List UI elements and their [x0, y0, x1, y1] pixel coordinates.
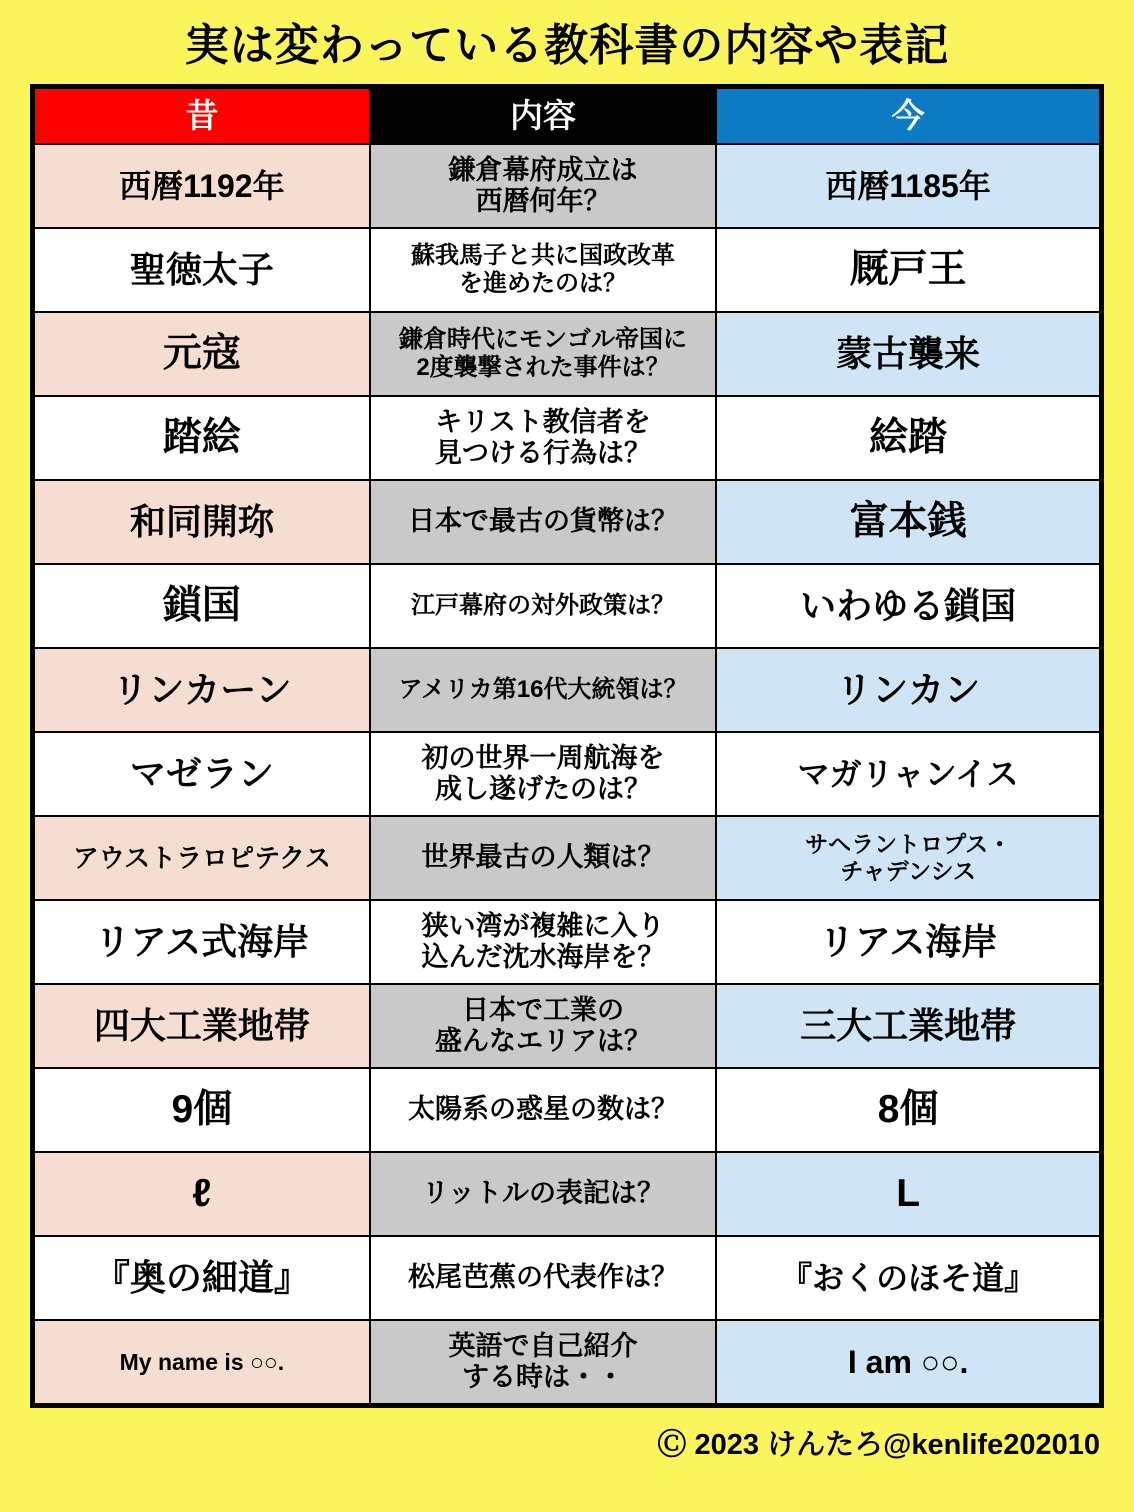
cell-new: サヘラントロプス・ チャデンシス	[716, 816, 1100, 900]
cell-description: 日本で工業の 盛んなエリアは？	[370, 984, 716, 1068]
cell-description: 英語で自己紹介 する時は・・	[370, 1320, 716, 1404]
cell-old: 鎖国	[34, 564, 370, 648]
cell-old: My name is ○○.	[34, 1320, 370, 1404]
credit-text: 2023 けんたろ@kenlife202010	[694, 1429, 1100, 1462]
cell-old: 四大工業地帯	[34, 984, 370, 1068]
cell-new: マガリャンイス	[716, 732, 1100, 816]
cell-description: 世界最古の人類は？	[370, 816, 716, 900]
comparison-table-container	[30, 84, 1104, 1408]
column-header-old: 昔	[34, 88, 370, 144]
cell-new: 蒙古襲来	[716, 312, 1100, 396]
cell-new: 8個	[716, 1068, 1100, 1152]
table-header-row	[34, 88, 1100, 144]
comparison-table	[33, 87, 1101, 1405]
table-row	[34, 228, 1100, 312]
table-row	[34, 1320, 1100, 1404]
cell-description: 蘇我馬子と共に国政改革 を進めたのは？	[370, 228, 716, 312]
cell-new: リンカン	[716, 648, 1100, 732]
page-title: 実は変わっている教科書の内容や表記	[184, 21, 950, 70]
cell-description: 鎌倉幕府成立は 西暦何年？	[370, 144, 716, 228]
table-row	[34, 1068, 1100, 1152]
cell-description: 太陽系の惑星の数は？	[370, 1068, 716, 1152]
cell-new: 西暦1185年	[716, 144, 1100, 228]
cell-old: リアス式海岸	[34, 900, 370, 984]
copyright-icon: Ⓒ	[657, 1429, 687, 1462]
table-row	[34, 1236, 1100, 1320]
cell-description: 日本で最古の貨幣は？	[370, 480, 716, 564]
cell-description: アメリカ第16代大統領は？	[370, 648, 716, 732]
cell-new: リアス海岸	[716, 900, 1100, 984]
table-row	[34, 312, 1100, 396]
column-header-desc: 内容	[370, 88, 716, 144]
cell-description: 鎌倉時代にモンゴル帝国に 2度襲撃された事件は？	[370, 312, 716, 396]
cell-description: 狭い湾が複雑に入り 込んだ沈水海岸を？	[370, 900, 716, 984]
cell-new: 三大工業地帯	[716, 984, 1100, 1068]
table-header	[34, 88, 1100, 144]
cell-new: いわゆる鎖国	[716, 564, 1100, 648]
table-row	[34, 396, 1100, 480]
cell-old: 『奥の細道』	[34, 1236, 370, 1320]
cell-old: 和同開珎	[34, 480, 370, 564]
cell-old: 9個	[34, 1068, 370, 1152]
table-row	[34, 564, 1100, 648]
cell-old: マゼラン	[34, 732, 370, 816]
cell-old: アウストラロピテクス	[34, 816, 370, 900]
cell-old: 元寇	[34, 312, 370, 396]
cell-description: リットルの表記は？	[370, 1152, 716, 1236]
cell-new: L	[716, 1152, 1100, 1236]
cell-new: I am ○○.	[716, 1320, 1100, 1404]
cell-new: 富本銭	[716, 480, 1100, 564]
cell-old: ℓ	[34, 1152, 370, 1236]
column-header-new: 今	[716, 88, 1100, 144]
table-row	[34, 1152, 1100, 1236]
table-row	[34, 480, 1100, 564]
cell-old: リンカーン	[34, 648, 370, 732]
table-row	[34, 816, 1100, 900]
cell-description: 初の世界一周航海を 成し遂げたのは？	[370, 732, 716, 816]
credit-footer	[0, 1408, 1134, 1463]
cell-new: 『おくのほそ道』	[716, 1236, 1100, 1320]
table-row	[34, 900, 1100, 984]
table-row	[34, 144, 1100, 228]
cell-new: 絵踏	[716, 396, 1100, 480]
table-row	[34, 732, 1100, 816]
cell-old: 聖徳太子	[34, 228, 370, 312]
cell-old: 踏絵	[34, 396, 370, 480]
table-row	[34, 984, 1100, 1068]
table-body	[34, 144, 1100, 1404]
cell-old: 西暦1192年	[34, 144, 370, 228]
cell-new: 厩戸王	[716, 228, 1100, 312]
cell-description: 江戸幕府の対外政策は？	[370, 564, 716, 648]
table-row	[34, 648, 1100, 732]
cell-description: キリスト教信者を 見つける行為は？	[370, 396, 716, 480]
cell-description: 松尾芭蕉の代表作は？	[370, 1236, 716, 1320]
